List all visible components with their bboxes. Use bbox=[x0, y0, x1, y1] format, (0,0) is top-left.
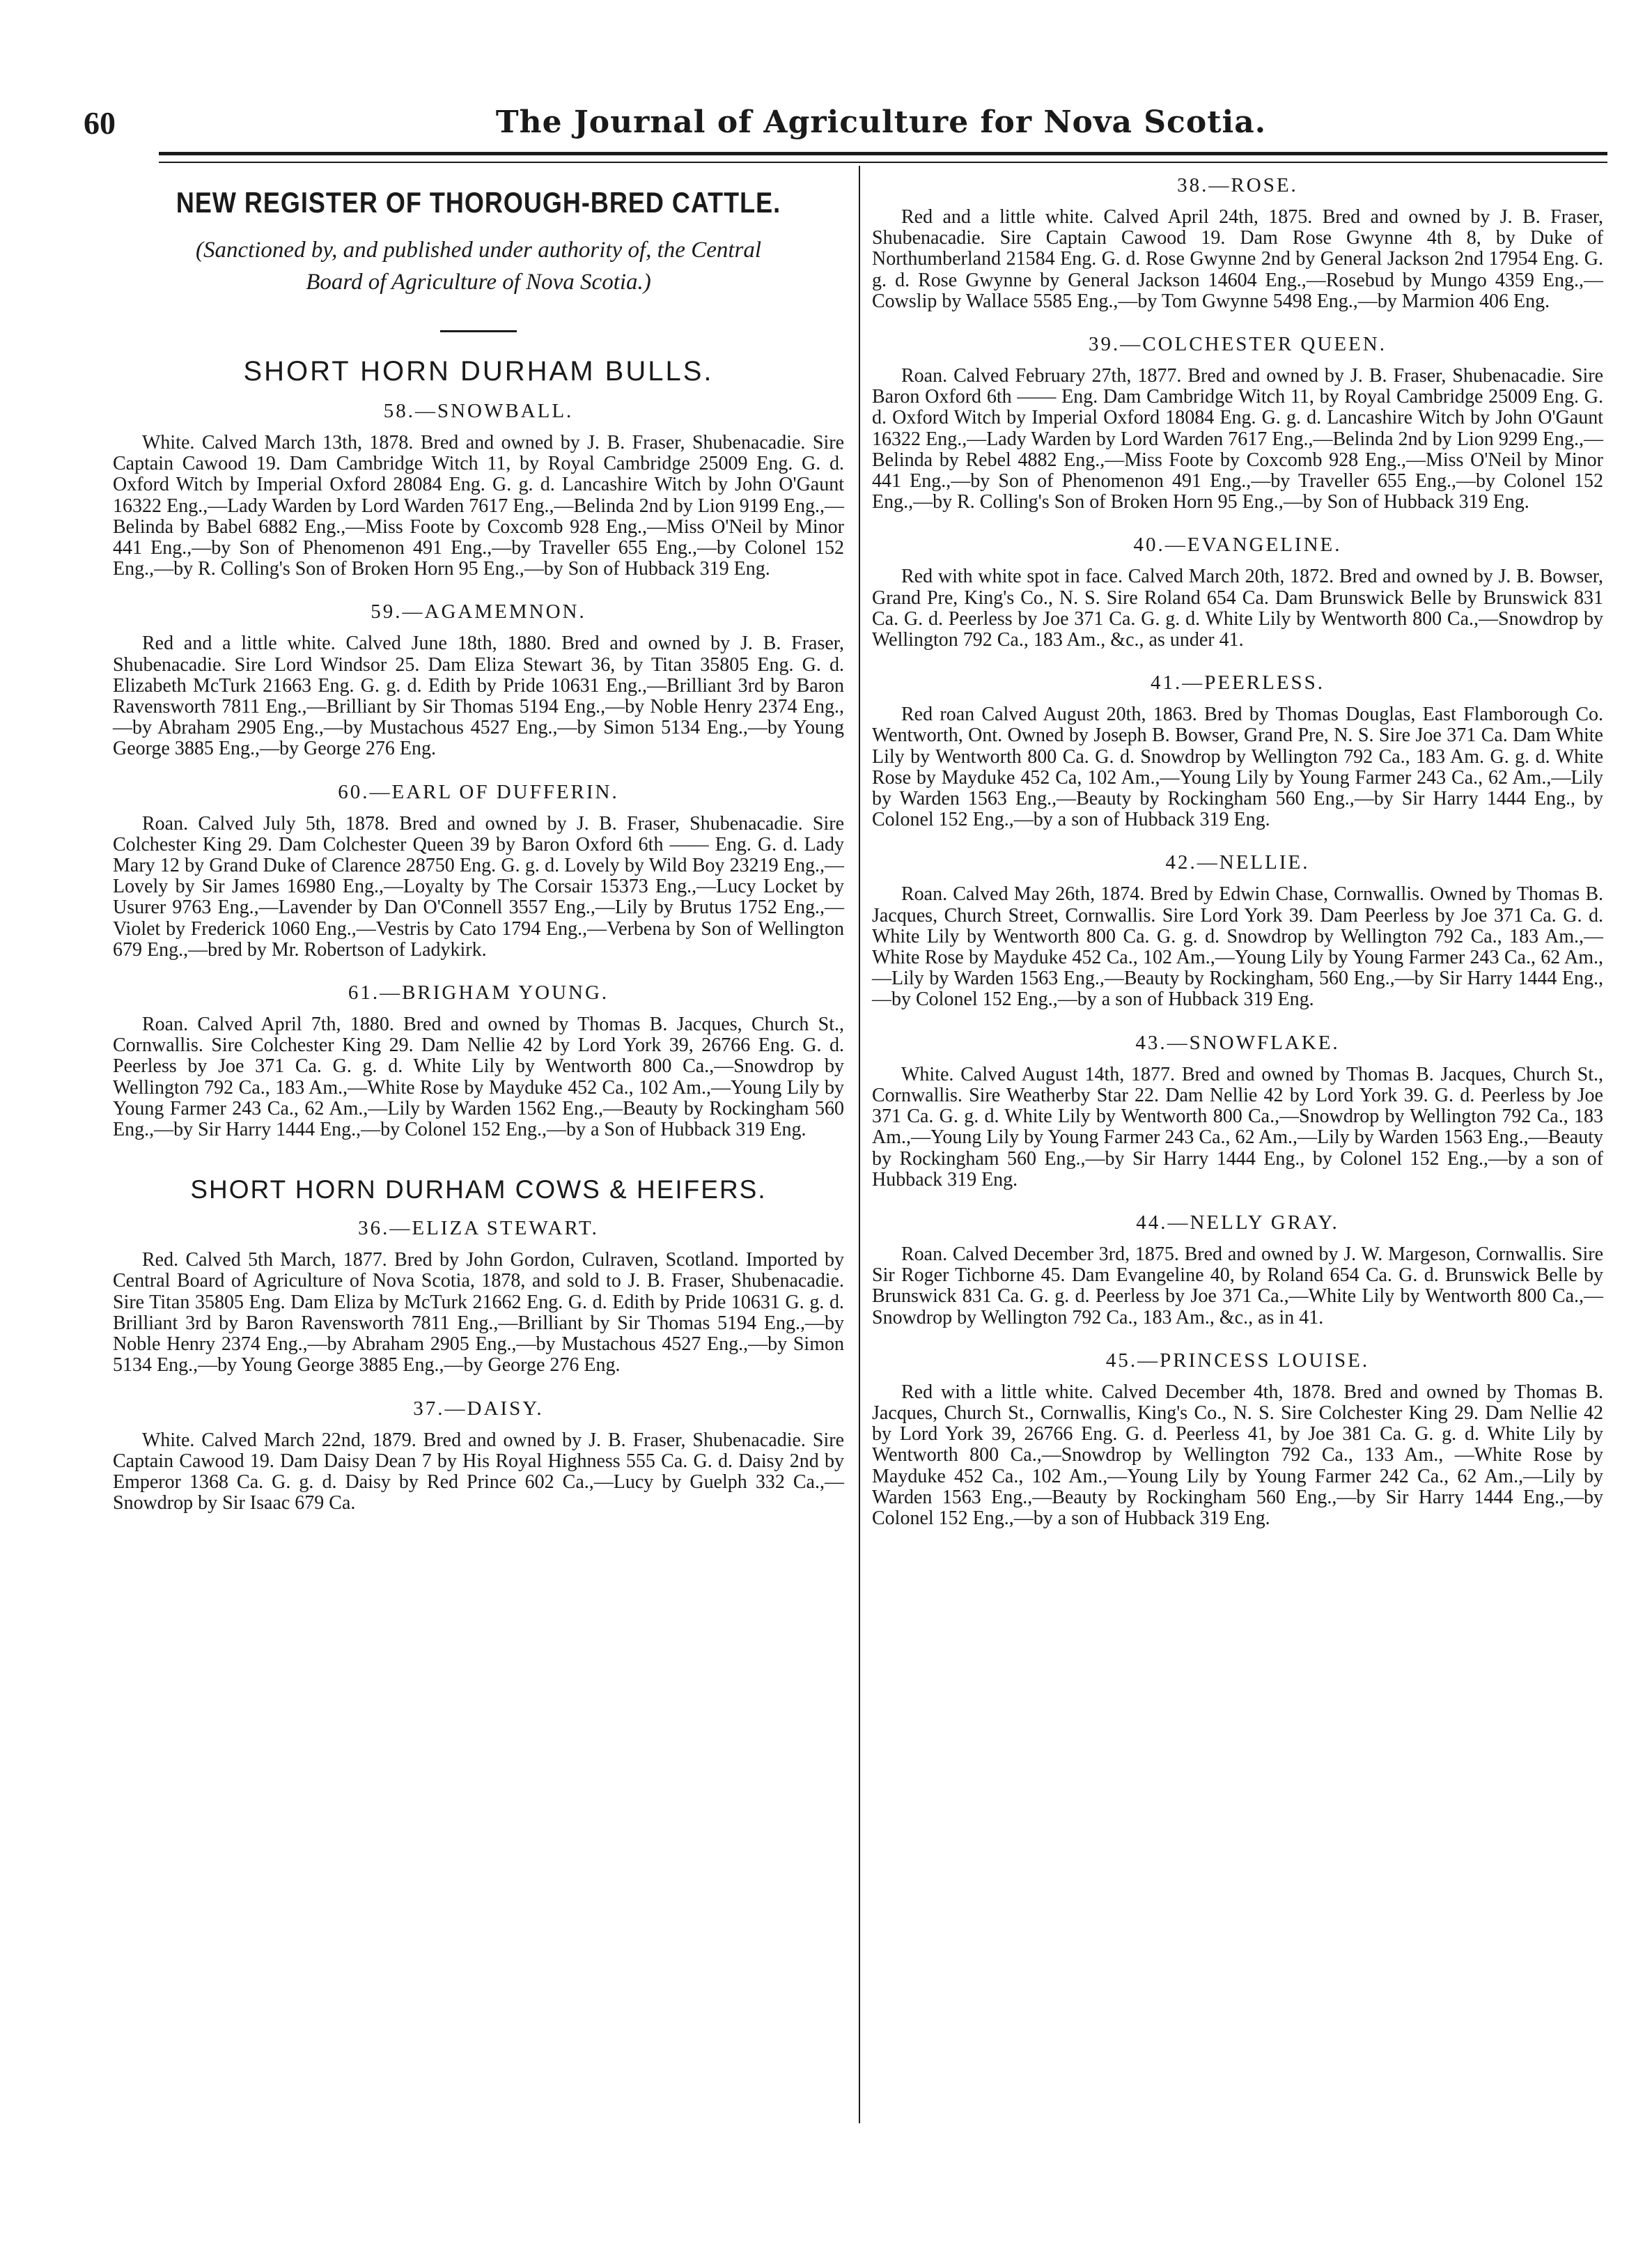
cows-section-heading: SHORT HORN DURHAM COWS & HEIFERS. bbox=[190, 1175, 767, 1204]
entry-title: 36.—ELIZA STEWART. bbox=[358, 1217, 599, 1240]
entry-title: 41.—PEERLESS. bbox=[1150, 672, 1325, 695]
cow-entry bbox=[113, 1217, 844, 1376]
bull-entry bbox=[113, 781, 844, 961]
entry-body: Roan. Calved May 26th, 1874. Bred by Edwin Chase, Cornwallis. Owned by Thomas B. Jacques, Church Street, Cornwallis. Sire Lord York 39. Dam Peerless by Joe 371 Ca. G. d. White Lily by Wentworth 800 Ca. G. g. d. Snowdrop by Wellington 792 Ca., 183 Am.,—White Rose by Mayduke 452 Ca., 102 Am.,—Young Lily by Young Farmer 243 Ca., 62 Am.,—Lily by Warden 1563 Eng.,—Beauty by Rockingham, 560 Eng.,—by Sir Harry 1444 Eng., —by Colonel 152 Eng.,—by a son of Hubback 319 Eng. bbox=[872, 883, 1603, 1011]
bull-entry bbox=[113, 600, 844, 759]
entry-title: 39.—COLCHESTER QUEEN. bbox=[1089, 333, 1387, 356]
page-number: 60 bbox=[84, 105, 116, 141]
journal-title: The Journal of Agriculture for Nova Scotia. bbox=[495, 104, 1267, 140]
cow-entry bbox=[872, 1211, 1603, 1328]
entry-body: Roan. Calved February 27th, 1877. Bred and owned by J. B. Fraser, Shubenacadie. Sire Baron Oxford 6th —— Eng. Dam Cambridge Witch 11, by Royal Cambridge 25009 Eng. G. d. Oxford Witch by Imperial Oxford 18084 Eng. G. g. d. Lancashire Witch by John O'Gaunt 16322 Eng.,—Lady Warden by Lord Warden 7617 Eng.,—Belinda 2nd by Lion 9299 Eng.,—Belinda by Rebel 4882 Eng.,—Miss Foote by Coxcomb 928 Eng.,—Miss O'Neil by Minor 441 Eng.,—by Son of Phenomenon 491 Eng.,—by Traveller 655 Eng.,—by Colonel 152 Eng.,—by R. Colling's Son of Broken Horn 95 Eng.,—by Son of Hubback 319 Eng. bbox=[872, 365, 1603, 513]
bull-entry bbox=[113, 982, 844, 1140]
entry-body: Red and a little white. Calved June 18th, 1880. Bred and owned by J. B. Fraser, Shubenacadie. Sire Lord Windsor 25. Dam Eliza Stewart 36, by Titan 35805 Eng. G. d. Elizabeth McTurk 21663 Eng. G. g. d. Edith by Pride 10631 Eng.,—Brilliant 3rd by Baron Ravensworth 7811 Eng.,—Brilliant by Sir Thomas 5194 Eng.,—by Noble Henry 2374 Eng.,—by Abraham 2905 Eng.,—by Mustachous 4527 Eng.,—by Simon 5134 Eng.,—by Young George 3885 Eng.,—by George 276 Eng. bbox=[113, 633, 844, 760]
cow-entry bbox=[872, 333, 1603, 513]
separator-rule bbox=[440, 330, 517, 332]
cow-entry bbox=[113, 1397, 844, 1514]
cow-entry bbox=[872, 174, 1603, 312]
entry-title: 40.—EVANGELINE. bbox=[1133, 534, 1342, 557]
entry-body: Roan. Calved December 3rd, 1875. Bred and owned by J. W. Margeson, Cornwallis. Sire Sir Roger Tichborne 45. Dam Evangeline 40, by Roland 654 Ca. G. d. Brunswick Belle by Brunswick 831 Ca. G. g. d. Peerless by Joe 371 Ca.,—White Lily by Wentworth 800 Ca.,—Snowdrop by Wellington 792 Ca., 183 Am., &c., as in 41. bbox=[872, 1243, 1603, 1328]
entry-body: White. Calved March 22nd, 1879. Bred and owned by J. B. Fraser, Shubenacadie. Sire Captain Cawood 19. Dam Daisy Dean 7 by His Royal Highness 555 Ca. G. d. Daisy 2nd by Emperor 1368 Ca. G. g. d. Daisy by Red Prince 602 Ca.,—Lucy by Guelph 332 Ca.,—Snowdrop by Sir Isaac 679 Ca. bbox=[113, 1429, 844, 1514]
entry-title: 61.—BRIGHAM YOUNG. bbox=[348, 982, 609, 1005]
column-divider bbox=[859, 166, 860, 2123]
entry-title: 45.—PRINCESS LOUISE. bbox=[1105, 1349, 1370, 1372]
entry-body: Red with white spot in face. Calved March 20th, 1872. Bred and owned by J. B. Bowser, Grand Pre, King's Co., N. S. Sire Roland 654 Ca. Dam Brunswick Belle by Brunswick 831 Ca. G. d. Peerless by Joe 371 Ca. G. g. d. White Lily by Wentworth 800 Ca.,—Snowdrop by Wellington 792 Ca., 183 Am., &c., as under 41. bbox=[872, 566, 1603, 651]
header-rule-thin bbox=[159, 162, 1607, 163]
entry-body: Roan. Calved April 7th, 1880. Bred and owned by Thomas B. Jacques, Church St., Cornwallis. Sire Colchester King 29. Dam Nellie 42 by Lord York 39, 26766 Eng. G. d. Peerless by Joe 371 Ca. G. g. d. White Lily by Wentworth 800 Ca.,—Snowdrop by Wellington 792 Ca., 183 Am.,—White Rose by Mayduke 452 Ca., 102 Am.,—Young Lily by Young Farmer 243 Ca., 62 Am.,—Lily by Warden 1562 Eng.,—Beauty by Rockingham 560 Eng.,—by Sir Harry 1444 Eng.,—by Colonel 152 Eng.,—by a Son of Hubback 319 Eng. bbox=[113, 1014, 844, 1141]
entry-title: 38.—ROSE. bbox=[1177, 174, 1298, 196]
header-rule-thick bbox=[159, 152, 1607, 155]
cow-entry bbox=[872, 672, 1603, 830]
sanction-line: (Sanctioned by, and published under authority of, the Central bbox=[195, 238, 762, 263]
entry-title: 37.—DAISY. bbox=[413, 1397, 544, 1420]
entry-title: 60.—EARL OF DUFFERIN. bbox=[338, 780, 619, 803]
entry-body: White. Calved August 14th, 1877. Bred and owned by Thomas B. Jacques, Church St., Cornwallis. Sire Weatherby Star 22. Dam Nellie 42 by Lord York 39. G. d. Peerless by Joe 371 Ca. G. g. d. White Lily by Wentworth 800 Ca.,—Snowdrop by Wellington 792 Ca., 183 Am.,—Young Lily by Young Farmer 243 Ca., 62 Am.,—Lily by Warden 1563 Eng.,—Beauty by Rockingham 560 Eng.,—by Sir Harry 1444 Eng., by Colonel 152 Eng.,—by a son of Hubback 319 Eng. bbox=[872, 1063, 1603, 1191]
entry-body: Red roan Calved August 20th, 1863. Bred by Thomas Douglas, East Flamborough Co. Wentworth, Ont. Owned by Joseph B. Bowser, Grand Pre, N. S. Sire Joe 371 Ca. Dam White Lily by Wentworth 800 Ca. G. d. Snowdrop by Wellington 792 Ca., 183 Am. G. g. d. White Rose by Mayduke 452 Ca, 102 Am.,—Young Lily by Young Farmer 243 Ca., 62 Am.,—Lily by Warden 1563 Eng.,—Beauty by Rockingham 560 Eng.,—by Sir Harry 1444 Eng., by Colonel 152 Eng.,—by a son of Hubback 319 Eng. bbox=[872, 704, 1603, 831]
register-heading: NEW REGISTER OF THOROUGH-BRED CATTLE. bbox=[176, 185, 781, 219]
entry-title: 59.—AGAMEMNON. bbox=[371, 600, 586, 623]
running-head bbox=[84, 104, 1574, 146]
entry-title: 43.—SNOWFLAKE. bbox=[1135, 1031, 1340, 1054]
cow-entry bbox=[872, 1349, 1603, 1529]
left-column bbox=[113, 174, 844, 1535]
entry-title: 58.—SNOWBALL. bbox=[383, 400, 574, 422]
cow-entry bbox=[872, 534, 1603, 651]
entry-body: Red and a little white. Calved April 24th, 1875. Bred and owned by J. B. Fraser, Shubenacadie. Sire Captain Cawood 19. Dam Rose Gwynne 4th 8, by Duke of Northumberland 21584 Eng. G. d. Rose Gwynne 2nd by General Jackson 2nd 17954 Eng. G. g. d. Rose Gwynne by General Jackson 14604 Eng.,—Rosebud by Mungo 4359 Eng.,—Cowslip by Wallace 5585 Eng.,—by Tom Gwynne 5498 Eng.,—by Marmion 406 Eng. bbox=[872, 206, 1603, 312]
entry-body: Red. Calved 5th March, 1877. Bred by John Gordon, Culraven, Scotland. Imported by Central Board of Agriculture of Nova Scotia, 1878, and sold to J. B. Fraser, Shubenacadie. Sire Titan 35805 Eng. Dam Eliza by McTurk 21662 Eng. G. d. Edith by Pride 10631 G. g. d. Brilliant 3rd by Baron Ravensworth 7811 Eng.,—Brilliant by Sir Thomas 5194 Eng.,—by Noble Henry 2374 Eng.,—by Abraham 2905 Eng.,—by Mustachous 4527 Eng.,—by Simon 5134 Eng.,—by Young George 3885 Eng.,—by George 276 Eng. bbox=[113, 1249, 844, 1377]
entry-title: 42.—NELLIE. bbox=[1165, 851, 1310, 874]
entry-body: Red with a little white. Calved December 4th, 1878. Bred and owned by Thomas B. Jacques, Church St., Cornwallis, King's Co., N. S. Sire Colchester King 29. Dam Nellie 42 by Lord York 39, 26766 Eng. G. d. Peerless 41, by Joe 381 Ca. G. g. d. White Lily by Wentworth 800 Ca.,—Snowdrop by Wellington 792 Ca., 133 Am., —White Rose by Mayduke 452 Ca., 102 Am.,—Young Lily by Young Farmer 242 Ca., 62 Am.,—Lily by Warden 1563 Eng.,—Beauty by Rockingham 560 Eng.,—by Sir Harry 1444 Eng.,—by Colonel 152 Eng.,—by a son of Hubback 319 Eng. bbox=[872, 1381, 1603, 1529]
sanction-note bbox=[120, 234, 837, 298]
sanction-line: Board of Agriculture of Nova Scotia.) bbox=[306, 270, 651, 295]
cow-entry bbox=[872, 1032, 1603, 1191]
right-column bbox=[872, 174, 1603, 1550]
entry-body: White. Calved March 13th, 1878. Bred and owned by J. B. Fraser, Shubenacadie. Sire Captain Cawood 19. Dam Cambridge Witch 11, by Royal Cambridge 25009 Eng. G. d. Oxford Witch by Imperial Oxford 28084 Eng. G. g. d. Lancashire Witch by John O'Gaunt 16322 Eng.,—Lady Warden by Lord Warden 7617 Eng.,—Belinda 2nd by Lion 9199 Eng.,—Belinda by Babel 6882 Eng.,—Miss Foote by Coxcomb 928 Eng.,—Miss O'Neil by Minor 441 Eng.,—by Son of Phenomenon 491 Eng.,—by Traveller 655 Eng.,—by Colonel 152 Eng.,—by R. Colling's Son of Broken Horn 95 Eng.,—by Son of Hubback 319 Eng. bbox=[113, 432, 844, 580]
entry-title: 44.—NELLY GRAY. bbox=[1136, 1211, 1339, 1234]
entry-body: Roan. Calved July 5th, 1878. Bred and owned by J. B. Fraser, Shubenacadie. Sire Colchester King 29. Dam Colchester Queen 39 by Baron Oxford 6th —— Eng. G. d. Lady Mary 12 by Grand Duke of Clarence 28750 Eng. G. g. d. Lovely by Wild Boy 23219 Eng.,—Lovely by Sir James 16980 Eng.,—Loyalty by The Corsair 15373 Eng.,—Lucy Locket by Usurer 9763 Eng.,—Lavender by Dan O'Connell 3557 Eng.,—Lily by Brutus 1752 Eng.,—Violet by Frederick 1060 Eng.,—Vestris by Cato 1794 Eng.,—Verbena by Son of Wellington 679 Eng.,—bred by Mr. Robertson of Ladykirk. bbox=[113, 812, 844, 961]
bulls-section-heading: SHORT HORN DURHAM BULLS. bbox=[243, 356, 714, 387]
cow-entry bbox=[872, 851, 1603, 1010]
bull-entry bbox=[113, 400, 844, 580]
